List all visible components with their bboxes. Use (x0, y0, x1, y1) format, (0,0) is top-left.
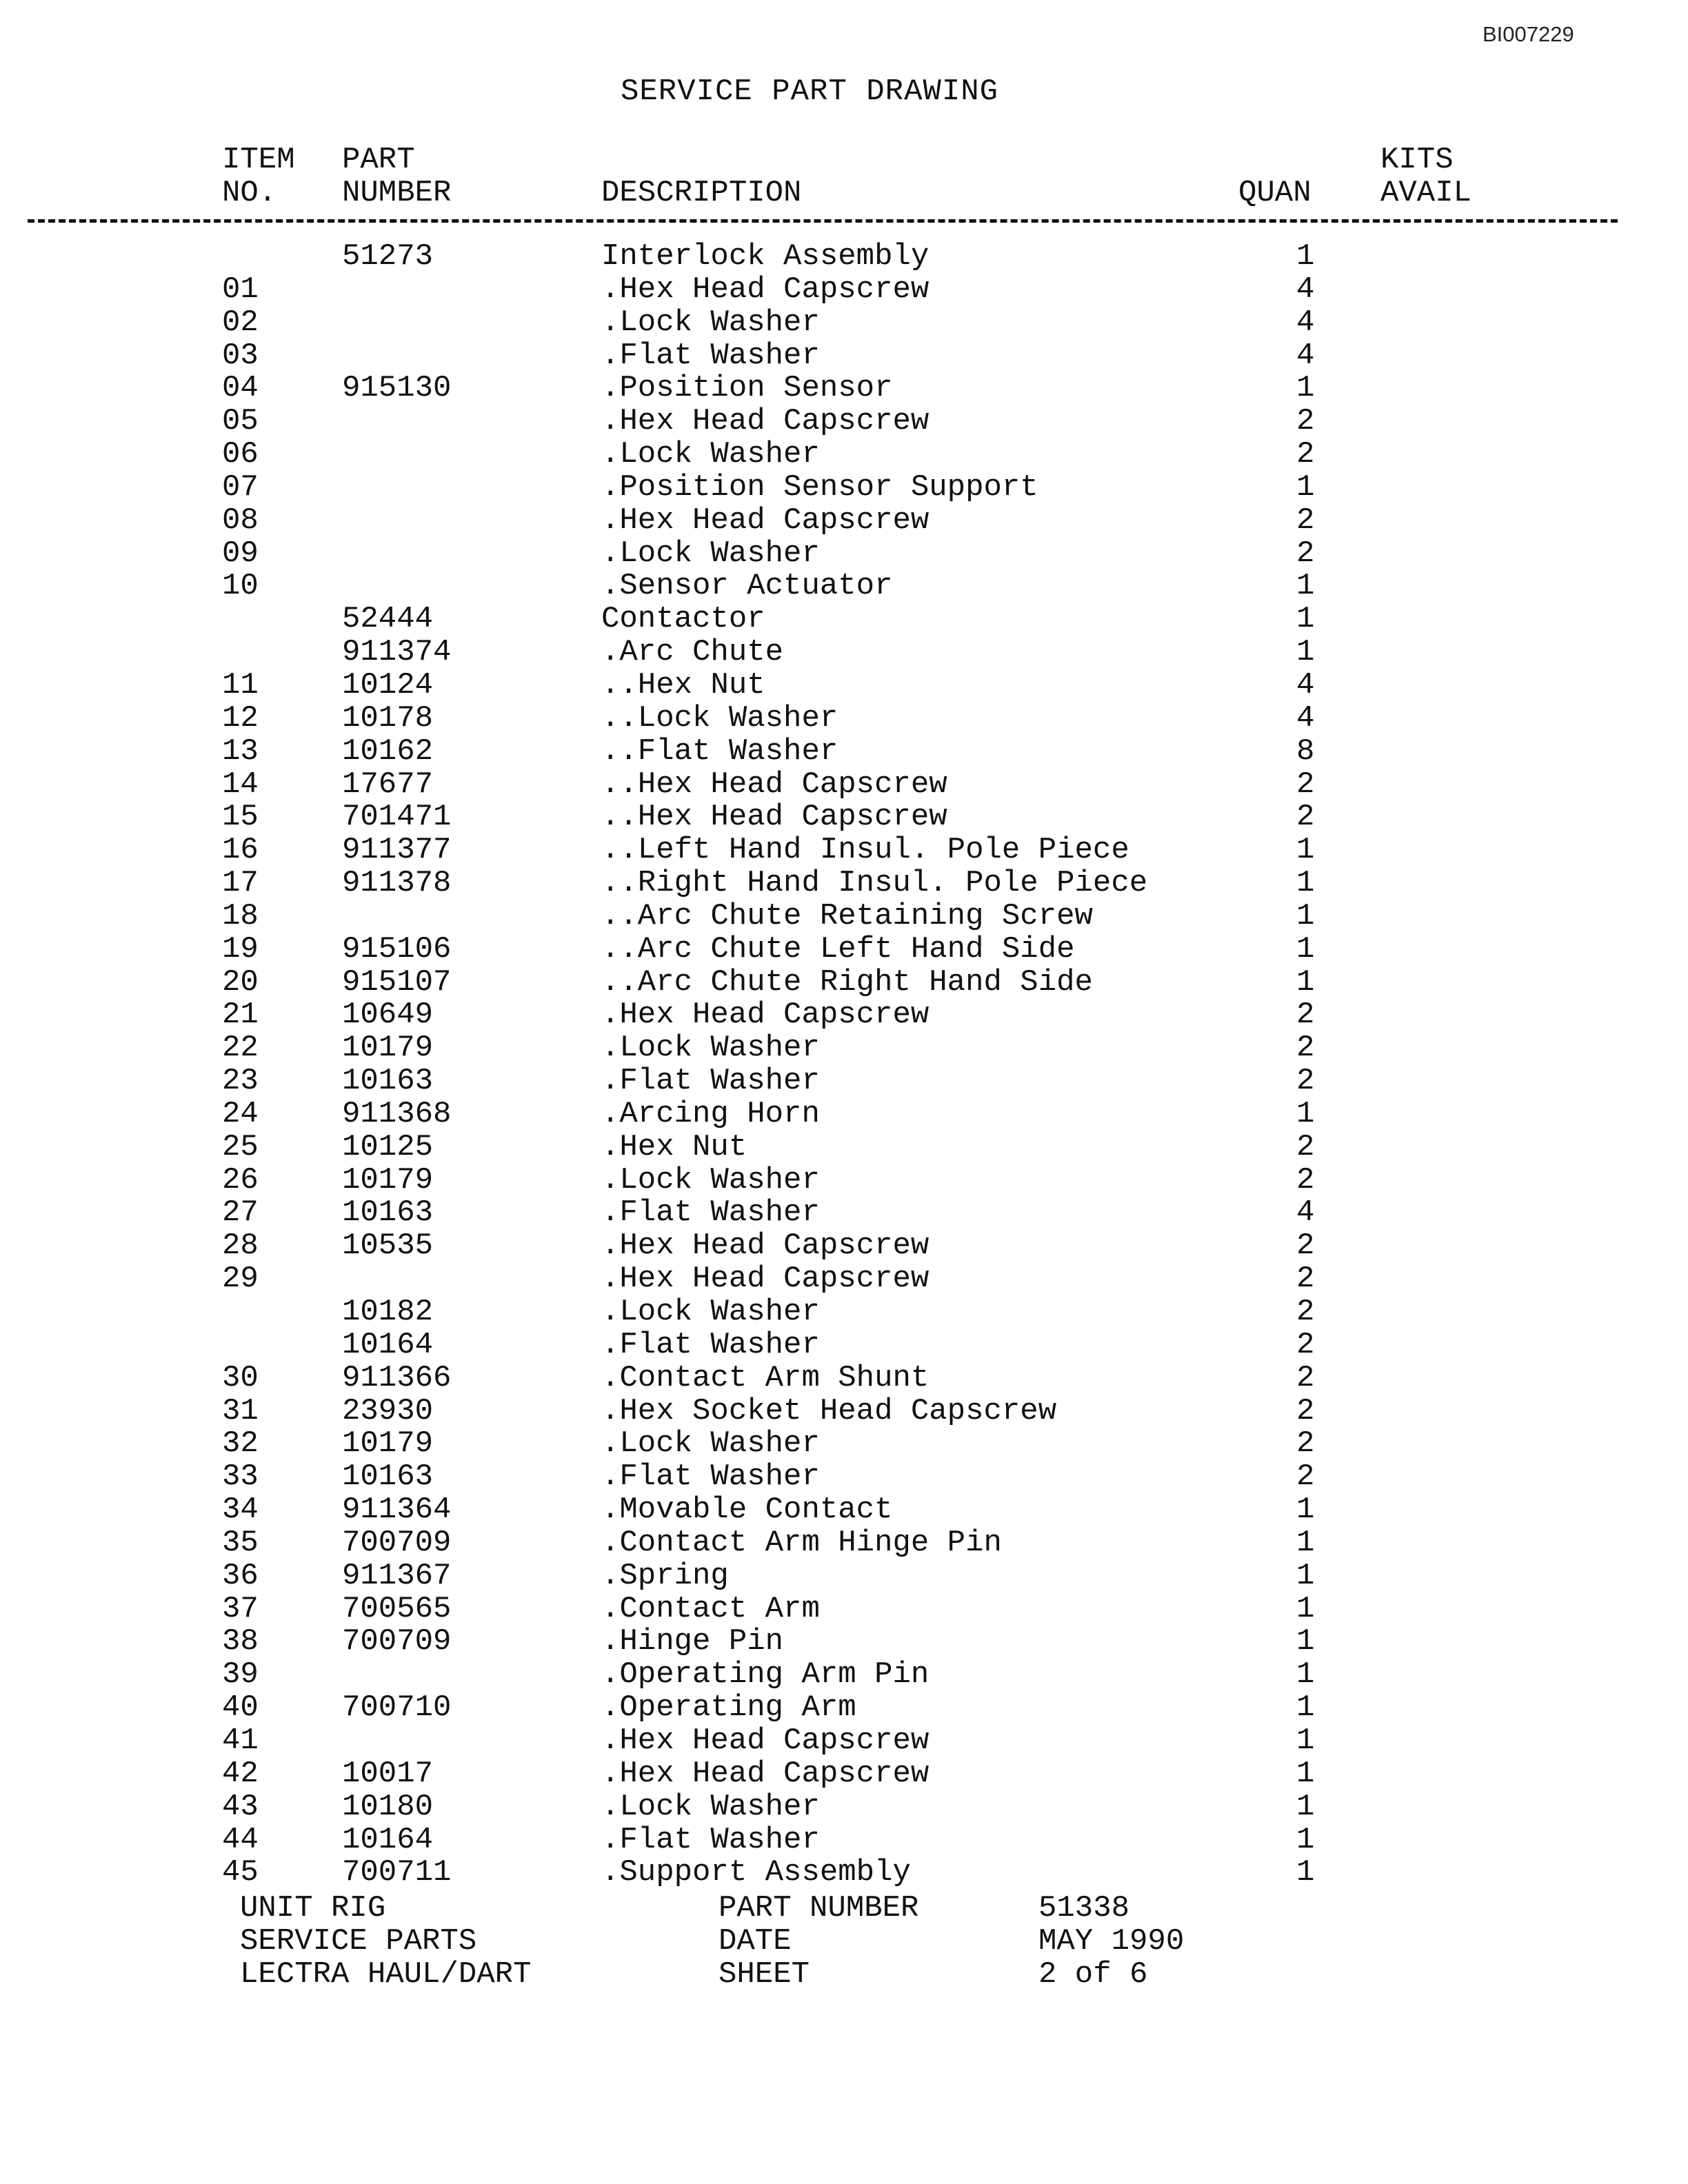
cell-item-number: 19 (222, 931, 259, 967)
cell-item-number: 20 (222, 964, 259, 1000)
cell-item-number: 33 (222, 1459, 259, 1495)
cell-item-number: 27 (222, 1195, 259, 1231)
table-row (0, 240, 1688, 273)
table-row (0, 1164, 1688, 1197)
footer-date-value: MAY 1990 (1038, 1924, 1185, 1959)
table-row (0, 1559, 1688, 1593)
cell-part-number: 700709 (342, 1525, 452, 1560)
cell-description: .Lock Washer (601, 1426, 820, 1462)
cell-part-number: 10178 (342, 700, 434, 736)
cell-quantity: 1 (1296, 931, 1315, 967)
cell-item-number: 13 (222, 734, 259, 769)
table-row (0, 900, 1688, 933)
cell-quantity: 2 (1296, 1459, 1315, 1495)
cell-description: .Contact Arm Hinge Pin (601, 1525, 1002, 1560)
cell-item-number: 38 (222, 1624, 259, 1659)
cell-quantity: 2 (1296, 536, 1315, 571)
table-row (0, 735, 1688, 768)
cell-quantity: 1 (1296, 1789, 1315, 1824)
table-row (0, 998, 1688, 1031)
cell-description: .Position Sensor (601, 371, 893, 406)
cell-quantity: 8 (1296, 734, 1315, 769)
cell-description: .Position Sensor Support (601, 469, 1038, 505)
header-quan: QUAN (1238, 176, 1312, 210)
cell-part-number: 10017 (342, 1756, 434, 1791)
cell-quantity: 1 (1296, 1756, 1315, 1791)
table-row (0, 1593, 1688, 1626)
table-row (0, 1460, 1688, 1493)
cell-description: .Contact Arm (601, 1591, 820, 1626)
cell-description: .Hex Head Capscrew (601, 1756, 930, 1791)
cell-part-number: 52444 (342, 602, 434, 637)
cell-part-number: 10164 (342, 1327, 434, 1362)
cell-description: .Spring (601, 1558, 729, 1593)
cell-part-number: 10179 (342, 1426, 434, 1462)
cell-quantity: 2 (1296, 1228, 1315, 1264)
cell-part-number: 911367 (342, 1558, 452, 1593)
table-row (0, 1724, 1688, 1757)
cell-description: ..Arc Chute Retaining Screw (601, 898, 1093, 933)
cell-quantity: 2 (1296, 437, 1315, 472)
cell-item-number: 43 (222, 1789, 259, 1824)
table-row (0, 1098, 1688, 1131)
cell-description: .Lock Washer (601, 437, 820, 472)
cell-part-number: 10163 (342, 1064, 434, 1099)
header-part-number: PART NUMBER (342, 143, 452, 210)
footer-product: LECTRA HAUL/DART (240, 1957, 532, 1992)
table-row (0, 1823, 1688, 1857)
cell-quantity: 2 (1296, 1129, 1315, 1164)
cell-item-number: 25 (222, 1129, 259, 1164)
cell-item-number: 45 (222, 1855, 259, 1890)
cell-description: .Movable Contact (601, 1493, 893, 1528)
cell-part-number: 10124 (342, 667, 434, 702)
cell-quantity: 1 (1296, 1525, 1315, 1560)
cell-part-number: 23930 (342, 1393, 434, 1428)
cell-description: ..Right Hand Insul. Pole Piece (601, 866, 1148, 901)
cell-description: .Hex Nut (601, 1129, 747, 1164)
cell-description: ..Arc Chute Left Hand Side (601, 931, 1075, 967)
cell-description: .Sensor Actuator (601, 569, 893, 604)
table-row (0, 1295, 1688, 1328)
cell-description: .Lock Washer (601, 1789, 820, 1824)
cell-part-number: 911374 (342, 635, 452, 670)
cell-quantity: 1 (1296, 833, 1315, 868)
cell-quantity: 4 (1296, 667, 1315, 702)
cell-item-number: 32 (222, 1426, 259, 1462)
cell-item-number: 39 (222, 1657, 259, 1692)
cell-part-number: 10125 (342, 1129, 434, 1164)
cell-item-number: 31 (222, 1393, 259, 1428)
cell-description: .Arc Chute (601, 635, 784, 670)
table-row (0, 1691, 1688, 1724)
cell-description: .Contact Arm Shunt (601, 1360, 930, 1395)
cell-quantity: 2 (1296, 1426, 1315, 1462)
table-row (0, 867, 1688, 900)
table-row (0, 603, 1688, 636)
document-id: BI007229 (1483, 22, 1574, 46)
cell-item-number: 23 (222, 1064, 259, 1099)
cell-item-number: 06 (222, 437, 259, 472)
table-row (0, 1493, 1688, 1526)
table-row (0, 966, 1688, 999)
cell-item-number: 09 (222, 536, 259, 571)
cell-part-number: 10179 (342, 1162, 434, 1197)
cell-description: Contactor (601, 602, 765, 637)
cell-description: ..Arc Chute Right Hand Side (601, 964, 1093, 1000)
cell-item-number: 10 (222, 569, 259, 604)
cell-description: .Flat Washer (601, 338, 820, 373)
header-description: DESCRIPTION (601, 176, 802, 210)
table-row (0, 669, 1688, 702)
cell-item-number: 36 (222, 1558, 259, 1593)
cell-description: ..Left Hand Insul. Pole Piece (601, 833, 1129, 868)
footer-sheet-value: 2 of 6 (1038, 1957, 1148, 1992)
cell-item-number: 22 (222, 1031, 259, 1066)
parts-table (0, 240, 1688, 1889)
cell-quantity: 4 (1296, 338, 1315, 373)
header-divider (28, 219, 1618, 223)
cell-quantity: 2 (1296, 1327, 1315, 1362)
cell-description: .Flat Washer (601, 1195, 820, 1231)
table-row (0, 405, 1688, 438)
cell-part-number: 10164 (342, 1822, 434, 1857)
cell-item-number: 17 (222, 866, 259, 901)
cell-description: ..Lock Washer (601, 700, 838, 736)
table-row (0, 372, 1688, 405)
table-row (0, 438, 1688, 471)
cell-item-number: 01 (222, 272, 259, 307)
cell-description: .Hex Socket Head Capscrew (601, 1393, 1057, 1428)
cell-item-number: 24 (222, 1096, 259, 1131)
cell-description: .Support Assembly (601, 1855, 911, 1890)
cell-description: .Operating Arm Pin (601, 1657, 930, 1692)
table-row (0, 1031, 1688, 1064)
cell-quantity: 2 (1296, 1393, 1315, 1428)
cell-description: .Hinge Pin (601, 1624, 784, 1659)
cell-quantity: 1 (1296, 1822, 1315, 1857)
table-row (0, 1262, 1688, 1295)
cell-quantity: 1 (1296, 569, 1315, 604)
cell-item-number: 16 (222, 833, 259, 868)
cell-description: .Flat Washer (601, 1327, 820, 1362)
cell-part-number: 915107 (342, 964, 452, 1000)
table-row (0, 1427, 1688, 1460)
table-row (0, 1395, 1688, 1428)
cell-item-number: 28 (222, 1228, 259, 1264)
table-row (0, 1064, 1688, 1098)
cell-item-number: 05 (222, 404, 259, 439)
header-kits-avail: KITS AVAIL (1380, 143, 1472, 210)
cell-quantity: 1 (1296, 1855, 1315, 1890)
footer-company: UNIT RIG (240, 1891, 386, 1925)
cell-item-number: 03 (222, 338, 259, 373)
table-row (0, 1790, 1688, 1823)
cell-item-number: 08 (222, 503, 259, 538)
cell-item-number: 42 (222, 1756, 259, 1791)
cell-item-number: 07 (222, 469, 259, 505)
cell-description: .Lock Washer (601, 1031, 820, 1066)
cell-part-number: 911377 (342, 833, 452, 868)
cell-description: .Hex Head Capscrew (601, 1228, 930, 1264)
cell-item-number: 18 (222, 898, 259, 933)
cell-part-number: 911368 (342, 1096, 452, 1131)
header-item-no: ITEM NO. (222, 143, 295, 210)
cell-part-number: 10649 (342, 998, 434, 1033)
cell-item-number: 37 (222, 1591, 259, 1626)
table-row (0, 1757, 1688, 1790)
table-row (0, 306, 1688, 339)
cell-item-number: 34 (222, 1493, 259, 1528)
cell-part-number: 911378 (342, 866, 452, 901)
cell-quantity: 1 (1296, 1493, 1315, 1528)
cell-description: ..Hex Nut (601, 667, 765, 702)
cell-quantity: 1 (1296, 1558, 1315, 1593)
cell-quantity: 1 (1296, 239, 1315, 274)
page-title: SERVICE PART DRAWING (621, 74, 999, 109)
cell-quantity: 2 (1296, 1031, 1315, 1066)
cell-description: .Hex Head Capscrew (601, 1723, 930, 1758)
cell-item-number: 02 (222, 305, 259, 340)
cell-item-number: 21 (222, 998, 259, 1033)
cell-item-number: 41 (222, 1723, 259, 1758)
footer-part-number-label: PART NUMBER (719, 1891, 919, 1925)
table-row (0, 569, 1688, 603)
cell-part-number: 700565 (342, 1591, 452, 1626)
footer-part-number-value: 51338 (1038, 1891, 1130, 1925)
cell-quantity: 2 (1296, 767, 1315, 802)
cell-part-number: 10182 (342, 1295, 434, 1329)
cell-description: .Operating Arm (601, 1690, 856, 1726)
cell-quantity: 1 (1296, 469, 1315, 505)
cell-quantity: 2 (1296, 800, 1315, 835)
table-row (0, 833, 1688, 867)
cell-quantity: 1 (1296, 1657, 1315, 1692)
cell-part-number: 51273 (342, 239, 434, 274)
cell-item-number: 12 (222, 700, 259, 736)
cell-part-number: 10163 (342, 1459, 434, 1495)
cell-quantity: 1 (1296, 371, 1315, 406)
cell-quantity: 2 (1296, 404, 1315, 439)
table-row (0, 1856, 1688, 1889)
table-row (0, 504, 1688, 537)
table-row (0, 1658, 1688, 1691)
cell-part-number: 10179 (342, 1031, 434, 1066)
cell-description: .Hex Head Capscrew (601, 503, 930, 538)
footer-sheet-label: SHEET (719, 1957, 810, 1992)
cell-description: ..Flat Washer (601, 734, 838, 769)
cell-quantity: 2 (1296, 1162, 1315, 1197)
table-row (0, 933, 1688, 966)
cell-part-number: 17677 (342, 767, 434, 802)
table-row (0, 339, 1688, 372)
table-row (0, 800, 1688, 833)
cell-quantity: 2 (1296, 503, 1315, 538)
cell-part-number: 911366 (342, 1360, 452, 1395)
cell-description: .Hex Head Capscrew (601, 272, 930, 307)
cell-description: .Lock Washer (601, 536, 820, 571)
cell-quantity: 4 (1296, 1195, 1315, 1231)
cell-item-number: 14 (222, 767, 259, 802)
cell-quantity: 1 (1296, 1591, 1315, 1626)
cell-item-number: 29 (222, 1262, 259, 1297)
cell-item-number: 35 (222, 1525, 259, 1560)
cell-part-number: 700710 (342, 1690, 452, 1726)
cell-description: .Flat Washer (601, 1459, 820, 1495)
cell-part-number: 10535 (342, 1228, 434, 1264)
cell-quantity: 2 (1296, 1262, 1315, 1297)
table-row (0, 1328, 1688, 1362)
table-row (0, 273, 1688, 306)
cell-part-number: 700709 (342, 1624, 452, 1659)
cell-quantity: 1 (1296, 866, 1315, 901)
cell-quantity: 2 (1296, 998, 1315, 1033)
cell-quantity: 2 (1296, 1360, 1315, 1395)
table-row (0, 636, 1688, 669)
cell-description: Interlock Assembly (601, 239, 930, 274)
cell-part-number: 10162 (342, 734, 434, 769)
cell-quantity: 2 (1296, 1064, 1315, 1099)
table-row (0, 702, 1688, 735)
cell-quantity: 4 (1296, 305, 1315, 340)
cell-description: .Arcing Horn (601, 1096, 820, 1131)
cell-part-number: 700711 (342, 1855, 452, 1890)
table-row (0, 1131, 1688, 1164)
cell-description: .Hex Head Capscrew (601, 404, 930, 439)
cell-quantity: 1 (1296, 602, 1315, 637)
cell-part-number: 10180 (342, 1789, 434, 1824)
cell-part-number: 10163 (342, 1195, 434, 1231)
cell-quantity: 1 (1296, 1624, 1315, 1659)
cell-description: ..Hex Head Capscrew (601, 800, 947, 835)
cell-item-number: 11 (222, 667, 259, 702)
cell-description: .Lock Washer (601, 305, 820, 340)
table-row (0, 1526, 1688, 1559)
table-row (0, 1229, 1688, 1262)
table-row (0, 537, 1688, 570)
cell-quantity: 4 (1296, 272, 1315, 307)
cell-description: .Lock Washer (601, 1162, 820, 1197)
cell-part-number: 701471 (342, 800, 452, 835)
cell-quantity: 1 (1296, 1723, 1315, 1758)
cell-quantity: 1 (1296, 1096, 1315, 1131)
cell-quantity: 1 (1296, 898, 1315, 933)
footer-date-label: DATE (719, 1924, 792, 1959)
cell-item-number: 30 (222, 1360, 259, 1395)
cell-part-number: 915130 (342, 371, 452, 406)
cell-description: .Hex Head Capscrew (601, 1262, 930, 1297)
table-row (0, 768, 1688, 801)
cell-description: .Lock Washer (601, 1295, 820, 1329)
footer-dept: SERVICE PARTS (240, 1924, 477, 1959)
cell-quantity: 1 (1296, 1690, 1315, 1726)
cell-part-number: 911364 (342, 1493, 452, 1528)
cell-quantity: 1 (1296, 964, 1315, 1000)
cell-description: .Flat Washer (601, 1822, 820, 1857)
cell-quantity: 2 (1296, 1295, 1315, 1329)
cell-description: .Flat Washer (601, 1064, 820, 1099)
cell-quantity: 4 (1296, 700, 1315, 736)
cell-item-number: 26 (222, 1162, 259, 1197)
cell-item-number: 40 (222, 1690, 259, 1726)
cell-description: .Hex Head Capscrew (601, 998, 930, 1033)
cell-description: ..Hex Head Capscrew (601, 767, 947, 802)
cell-item-number: 04 (222, 371, 259, 406)
table-row (0, 1362, 1688, 1395)
cell-part-number: 915106 (342, 931, 452, 967)
table-row (0, 1625, 1688, 1658)
cell-item-number: 44 (222, 1822, 259, 1857)
cell-quantity: 1 (1296, 635, 1315, 670)
table-row (0, 471, 1688, 504)
table-row (0, 1196, 1688, 1229)
cell-item-number: 15 (222, 800, 259, 835)
